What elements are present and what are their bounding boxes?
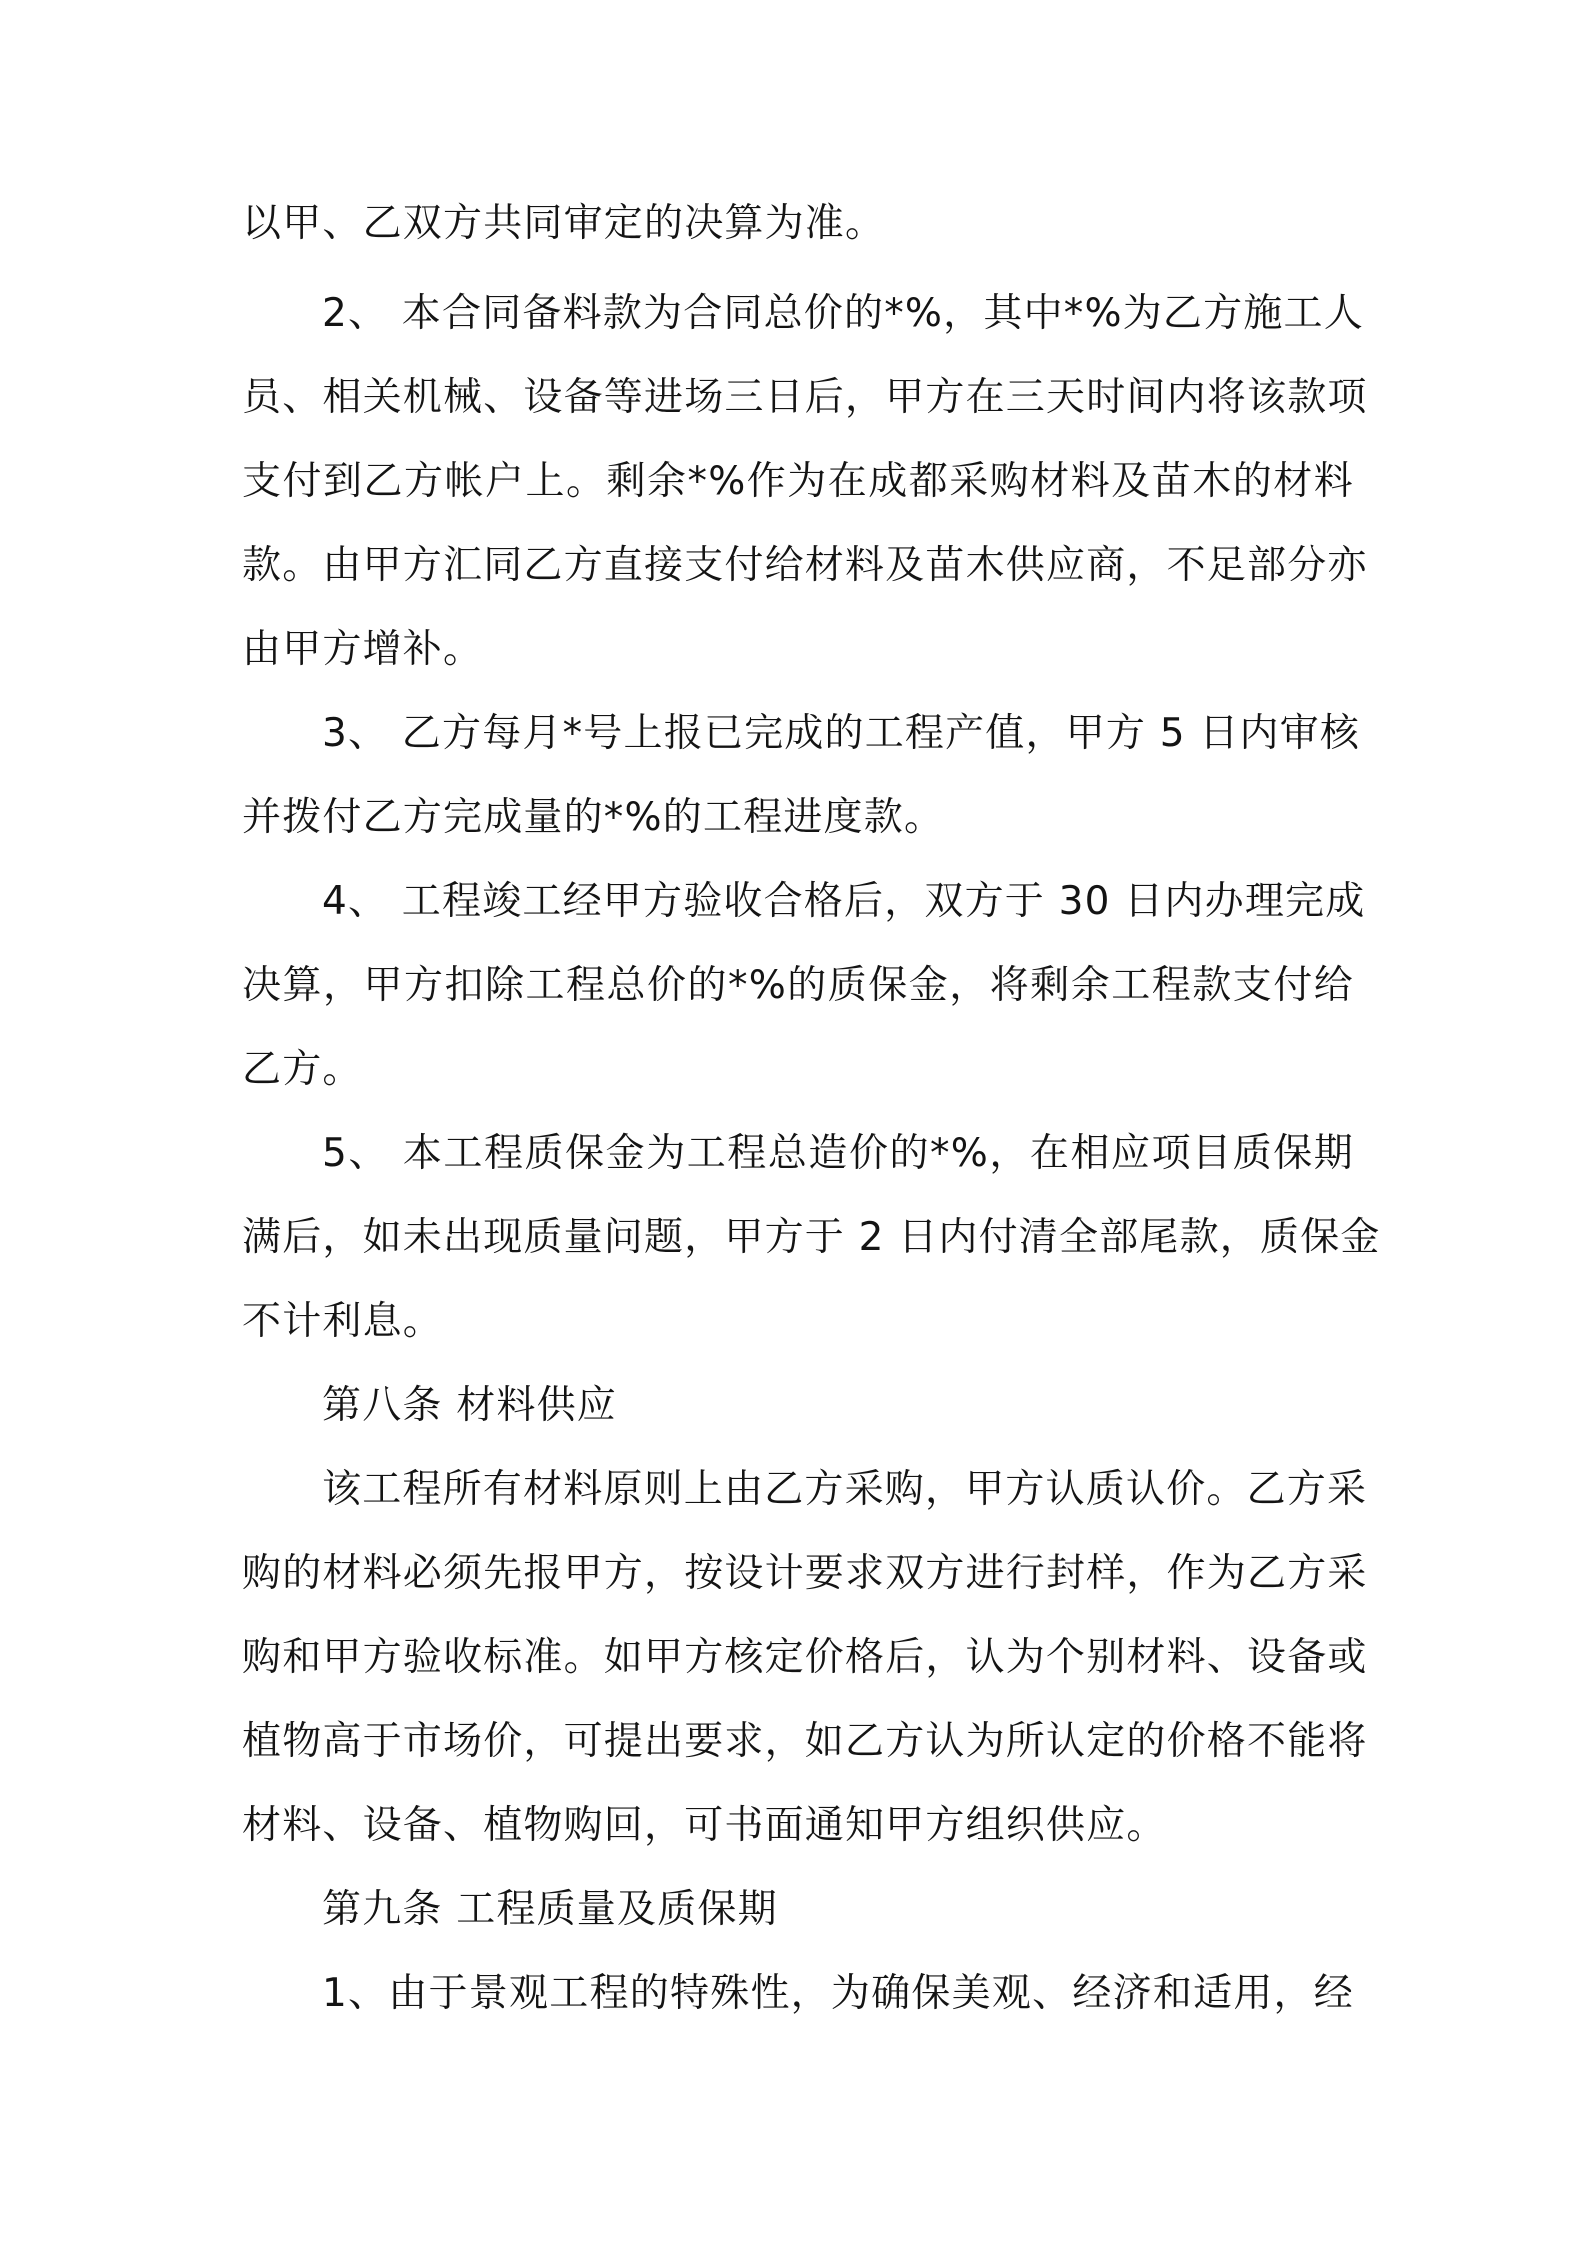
- text-line: 并拨付乙方完成量的*%的工程进度款。: [242, 795, 945, 840]
- text-line: 购和甲方验收标准。如甲方核定价格后，认为个别材料、设备或: [242, 1635, 1368, 1680]
- text-line: 材料、设备、植物购回，可书面通知甲方组织供应。: [242, 1803, 1167, 1848]
- article-9-heading: 第九条 工程质量及质保期: [322, 1887, 778, 1932]
- clause-1-line: 1、由于景观工程的特殊性，为确保美观、经济和适用，经: [322, 1971, 1354, 2016]
- text-line: 支付到乙方帐户上。剩余*%作为在成都采购材料及苗木的材料: [242, 459, 1354, 504]
- text-line: 购的材料必须先报甲方，按设计要求双方进行封样，作为乙方采: [242, 1551, 1368, 1596]
- clause-3-line: 3、 乙方每月*号上报已完成的工程产值，甲方 5 日内审核: [322, 711, 1361, 756]
- text-line: 满后，如未出现质量问题，甲方于 2 日内付清全部尾款，质保金: [242, 1215, 1381, 1260]
- clause-2-line: 2、 本合同备料款为合同总价的*%，其中*%为乙方施工人: [322, 291, 1364, 336]
- text-line: 不计利息。: [242, 1299, 444, 1344]
- clause-4-line: 4、 工程竣工经甲方验收合格后，双方于 30 日内办理完成: [322, 879, 1366, 924]
- article-8-heading: 第八条 材料供应: [322, 1383, 617, 1428]
- clause-5-line: 5、 本工程质保金为工程总造价的*%，在相应项目质保期: [322, 1131, 1354, 1176]
- text-line: 款。由甲方汇同乙方直接支付给材料及苗木供应商，不足部分亦: [242, 543, 1368, 588]
- paragraph-line: 该工程所有材料原则上由乙方采购，甲方认质认价。乙方采: [322, 1467, 1368, 1512]
- text-line: 由甲方增补。: [242, 627, 484, 672]
- text-line: 决算，甲方扣除工程总价的*%的质保金，将剩余工程款支付给: [242, 963, 1354, 1008]
- text-line: 员、相关机械、设备等进场三日后，甲方在三天时间内将该款项: [242, 375, 1368, 420]
- text-line: 以甲、乙双方共同审定的决算为准。: [242, 201, 886, 246]
- text-line: 植物高于市场价，可提出要求，如乙方认为所认定的价格不能将: [242, 1719, 1368, 1764]
- text-line: 乙方。: [242, 1047, 363, 1092]
